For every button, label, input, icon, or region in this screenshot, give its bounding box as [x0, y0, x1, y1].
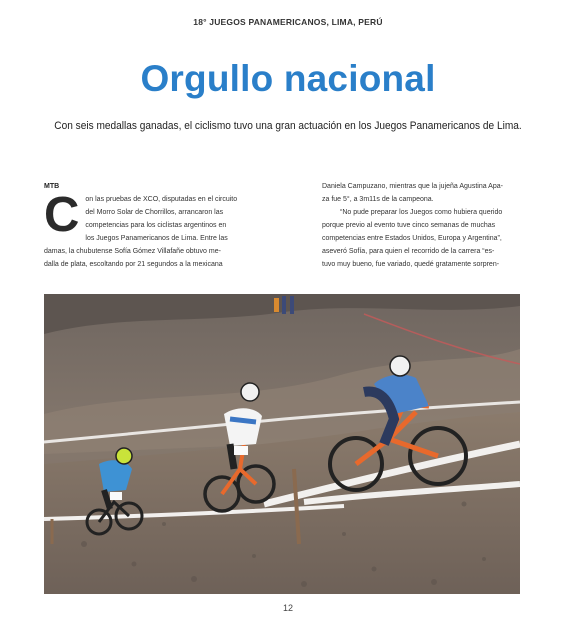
- drop-cap: C: [44, 188, 80, 242]
- article-subtitle: Con seis medallas ganadas, el ciclismo tuvo una gran actuación en los Juegos Panamericanos de Lima.: [54, 120, 522, 132]
- text-line: porque previo al evento tuve cinco semanas de muchas: [322, 222, 496, 229]
- text-line: tuvo muy bueno, fue variado, quedé gratamente sorpren-: [322, 261, 500, 268]
- text-line: on las pruebas de XCO, disputadas en el circuito: [85, 196, 238, 203]
- text-line: competencias para los ciclistas argentinos en: [85, 222, 227, 229]
- text-line: Daniela Campuzano, mientras que la jujeña Agustina Apa-: [322, 183, 503, 190]
- text-line: aseveró Sofía, para quien el recorrido de la carrera “es-: [322, 248, 495, 255]
- article-title: Orgullo nacional: [140, 58, 436, 99]
- text-line: dalla de plata, escoltando por 21 segundos a la mexicana: [44, 261, 223, 268]
- text-line: competencias entre Estados Unidos, Europa y Argentina”,: [322, 235, 502, 242]
- mountain-bike-race-photo: [44, 294, 520, 594]
- race-photo: [44, 294, 520, 594]
- running-header: 18° JUEGOS PANAMERICANOS, LIMA, PERÚ: [193, 17, 383, 27]
- text-line: za fue 5°, a 3m11s de la campeona.: [322, 196, 434, 203]
- text-line: del Morro Solar de Chorrillos, arrancaron las: [85, 209, 224, 216]
- text-line: los Juegos Panamericanos de Lima. Entre las: [85, 235, 228, 242]
- text-line: “No pude preparar los Juegos como hubiera querido: [340, 209, 503, 216]
- article-column-2: [322, 180, 532, 271]
- page-number: 12: [282, 603, 293, 613]
- article-column-1: [44, 188, 254, 271]
- text-line: damas, la chubutense Sofía Gómez Villafañe obtuvo me-: [44, 248, 221, 255]
- section-label: MTB: [44, 183, 60, 190]
